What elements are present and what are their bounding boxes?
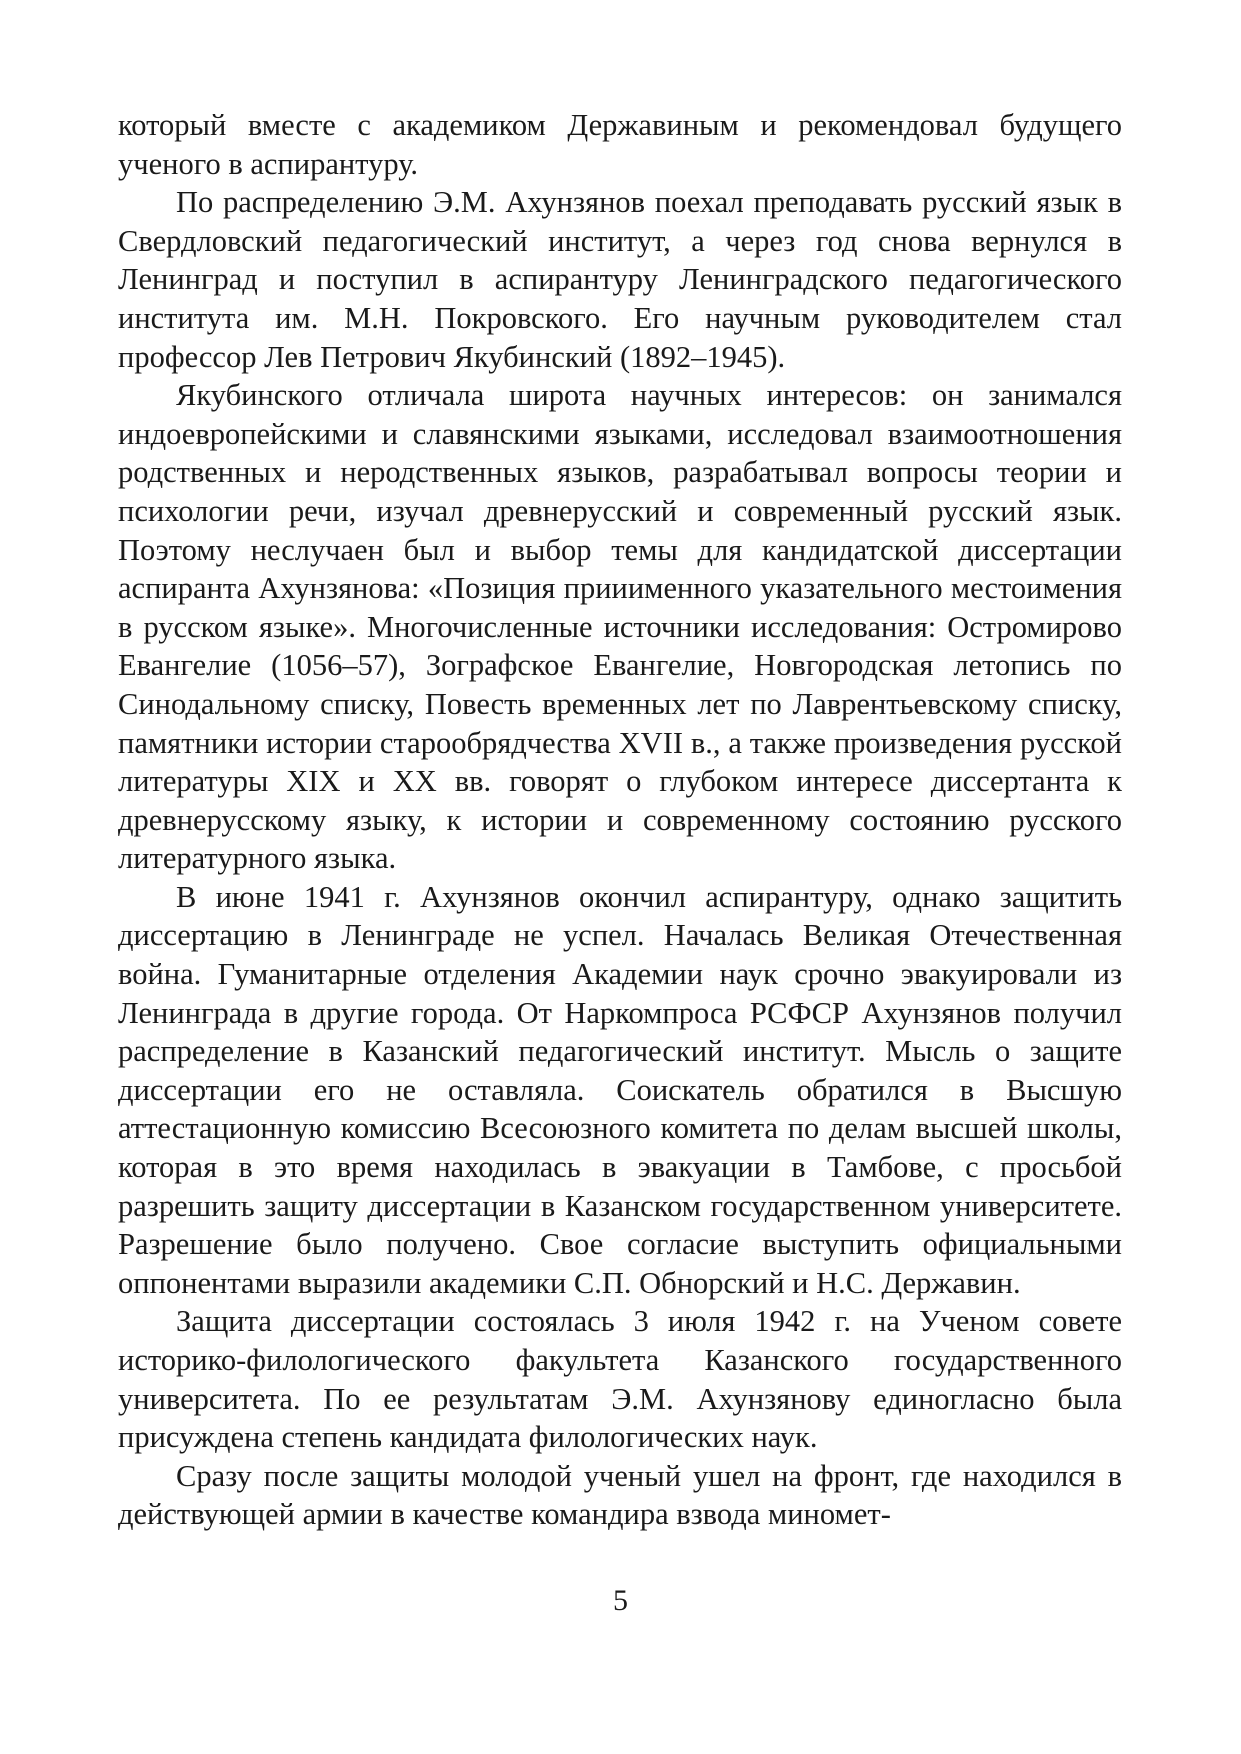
paragraph-2: По распределению Э.М. Ахунзянов поехал преподавать русский язык в Свердловский педагогический институт, а через год снова вернулся в Ленинград и поступил в аспирантуру Ленинградского педагогического института им. М.Н. Покровского. Его научным руководителем стал профессор Лев Петрович Якубинский (1892–1945). — [118, 185, 1122, 374]
paragraph-1: который вместе с академиком Державиным и рекомендовал будущего ученого в аспирантуру. — [118, 108, 1122, 181]
body-text — [118, 106, 1122, 1534]
paragraph-6: Сразу после защиты молодой ученый ушел на фронт, где находился в действующей армии в качестве командира взвода миномет- — [118, 1458, 1122, 1532]
paragraph-3: Якубинского отличала широта научных интересов: он занимался индоевропейскими и славянскими языками, исследовал взаимоотношения родственных и неродственных языков, разрабатывал вопросы теории и психологии речи, изучал древнерусский и современный русский язык. Поэтому неслучаен был и выбор темы для кандидатской диссертации аспиранта Ахунзянова: «Позиция прииименного указательного местоимения в русском языке». Многочисленные источники исследования: Остромирово Евангелие (1056–57), Зографское Евангелие, Новгородская летопись по Синодальному списку, Повесть временных лет по Лаврентьевскому списку, памятники истории старообрядчества XVII в., а также произведения русской литературы XIX и XX вв. говорят о глубоком интересе диссертанта к древнерусскому языку, к истории и современному состоянию русского литературного языка. — [118, 378, 1122, 876]
paragraph-5: Защита диссертации состоялась 3 июля 1942 г. на Ученом совете историко-филологического факультета Казанского государственного университета. По ее результатам Э.М. Ахунзянову единогласно была присуждена степень кандидата филологических наук. — [118, 1304, 1122, 1455]
page-number: 5 — [613, 1584, 628, 1617]
paragraph-4: В июне 1941 г. Ахунзянов окончил аспирантуру, однако защитить диссертацию в Ленинграде не успел. Началась Великая Отечественная война. Гуманитарные отделения Академии наук срочно эвакуировали из Ленинграда в другие города. От Наркомпроса РСФСР Ахунзянов получил распределение в Казанский педагогический институт. Мысль о защите диссертации его не оставляла. Соискатель обратился в Высшую аттестационную комиссию Всесоюзного комитета по делам высшей школы, которая в это время находилась в эвакуации в Тамбове, с просьбой разрешить защиту диссертации в Казанском государственном университете. Разрешение было получено. Свое согласие выступить официальными оппонентами выразили академики С.П. Обнорский и Н.С. Державин. — [118, 879, 1122, 1300]
